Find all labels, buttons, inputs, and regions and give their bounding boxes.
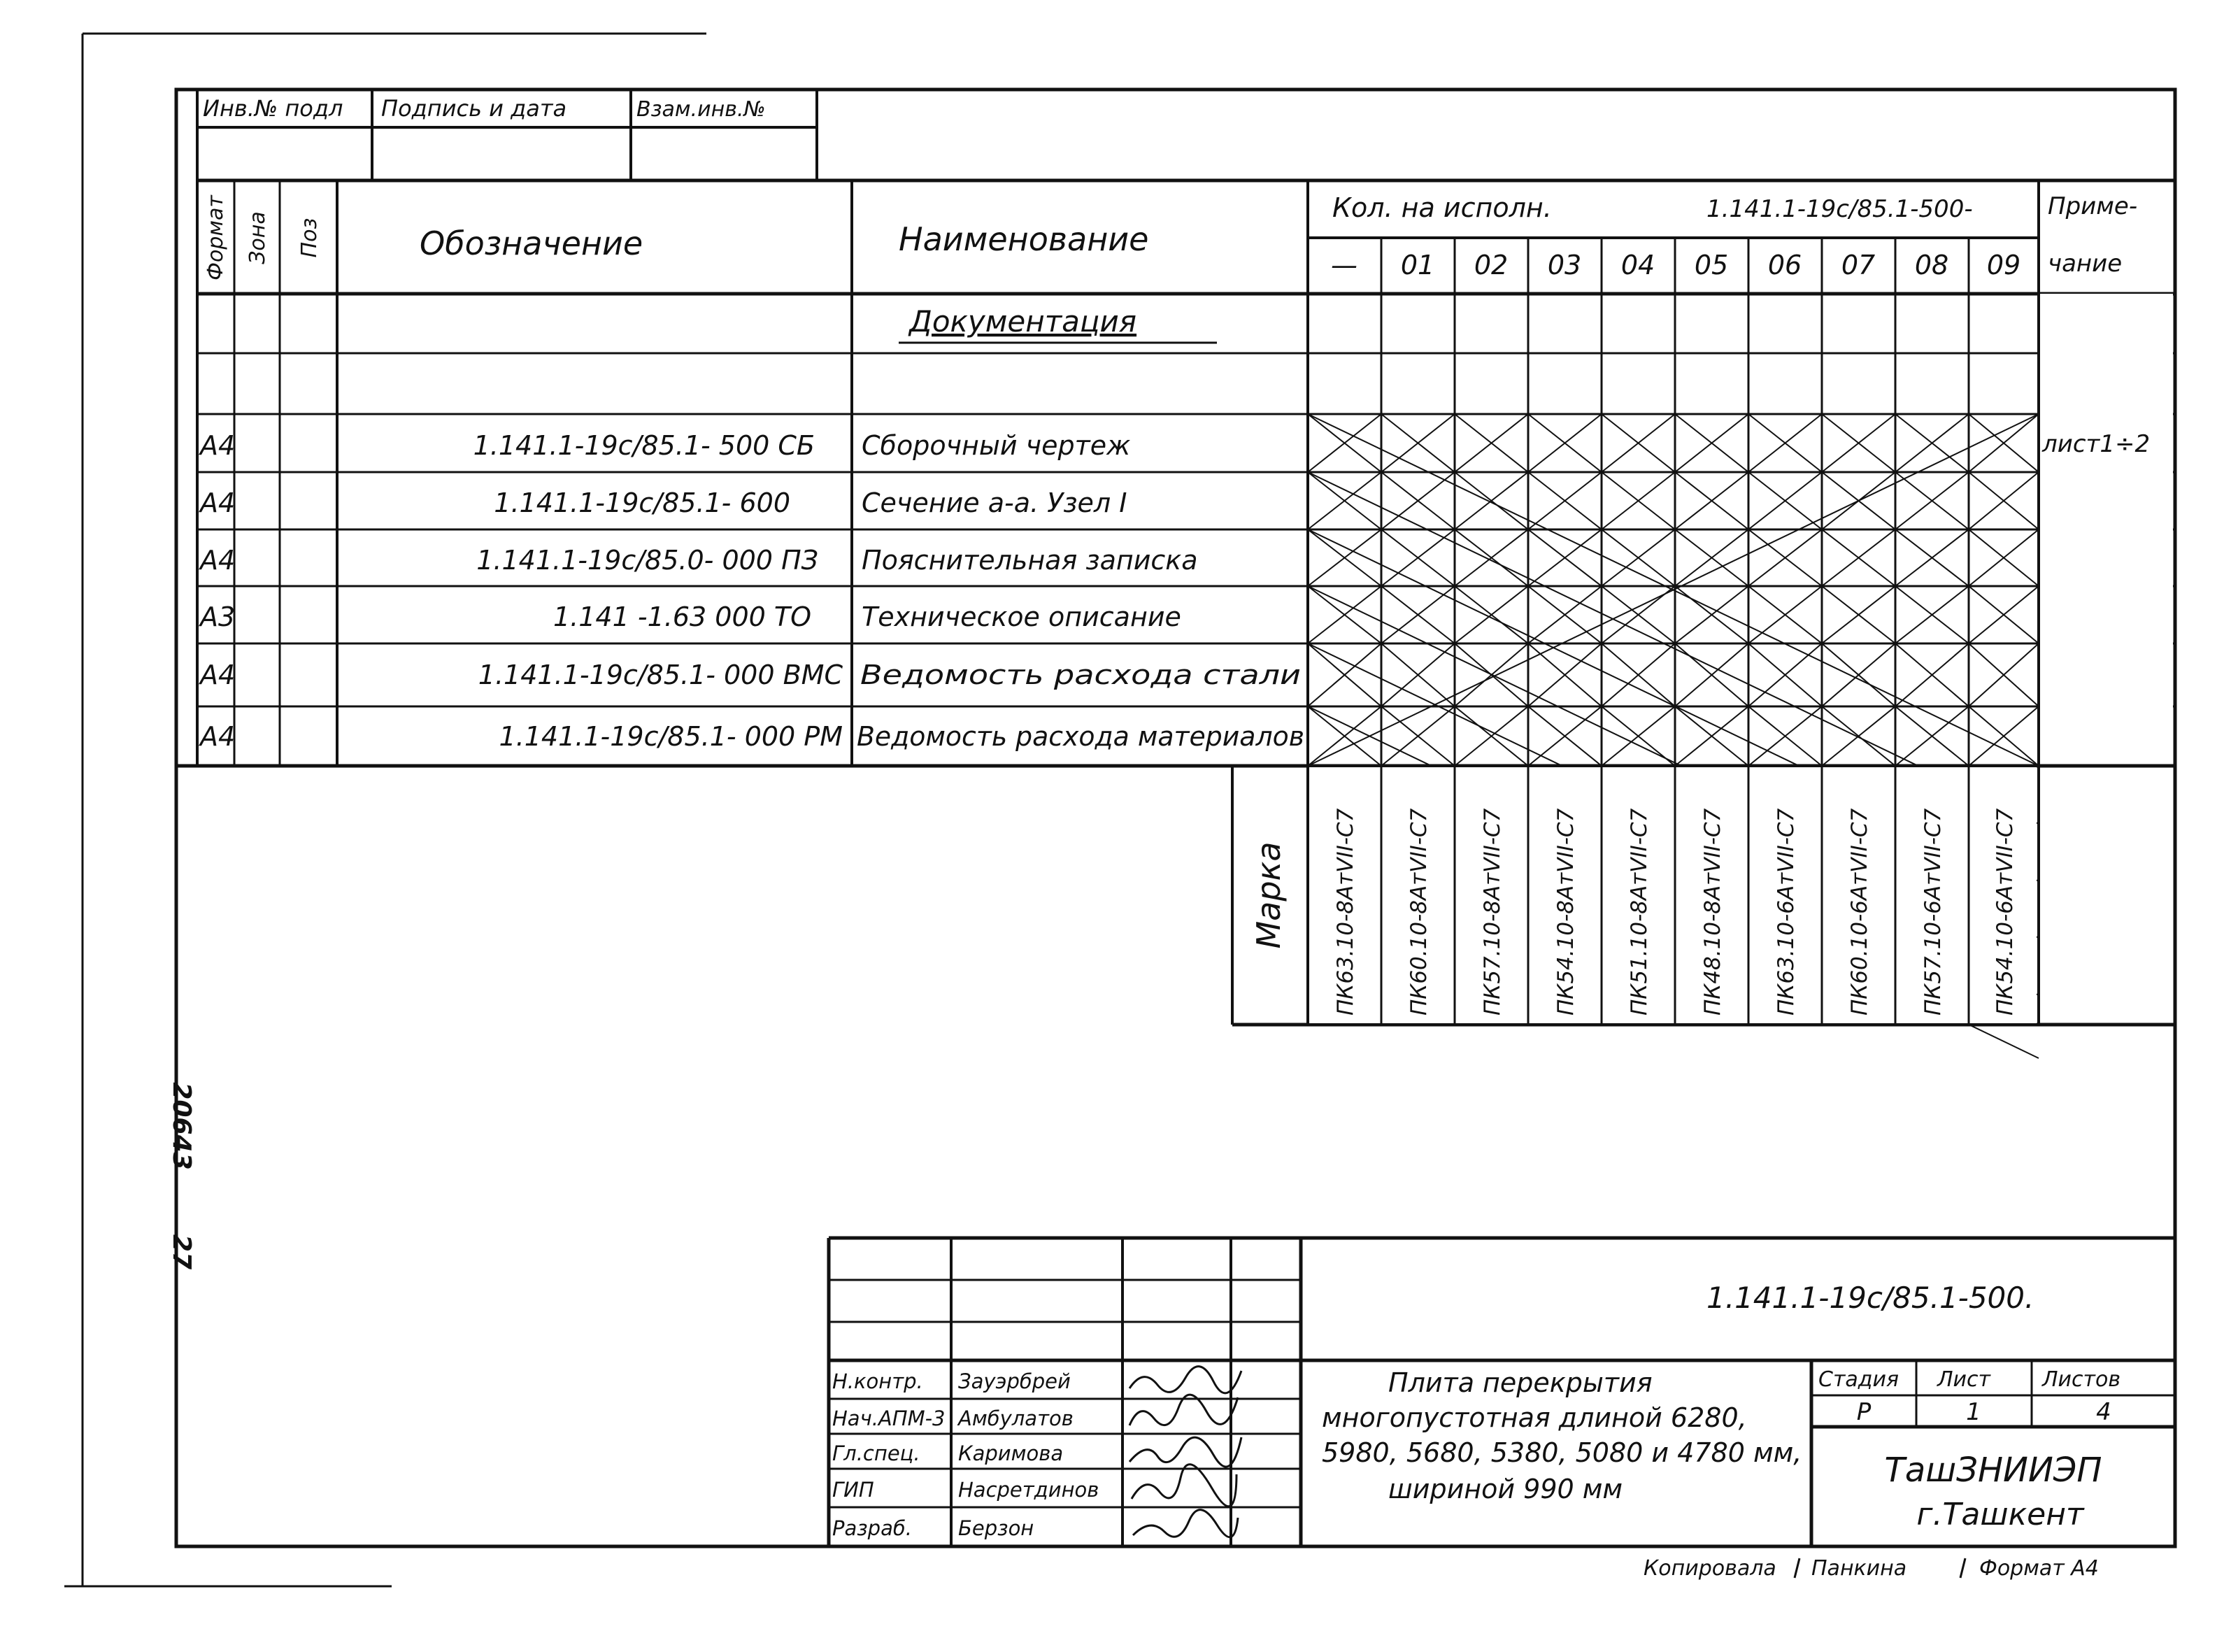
variant-header: — bbox=[1331, 250, 1357, 280]
section-title: Документация bbox=[909, 304, 1137, 339]
spec-header-qty-doc: 1.141.1-19с/85.1-500- bbox=[1706, 195, 1973, 223]
row-designation: 1.141.1-19с/85.1- 000 РМ bbox=[499, 721, 843, 752]
row-designation: 1.141.1-19с/85.1- 500 СБ bbox=[473, 430, 815, 461]
marka-value: ПК60.10-8АтVII-С7 bbox=[1406, 808, 1432, 1016]
sheets-value: 4 bbox=[2096, 1398, 2111, 1426]
role-name: Амбулатов bbox=[958, 1407, 1074, 1430]
marka-value: ПК63.10-6АтVII-С7 bbox=[1774, 808, 1799, 1016]
spec-header-zone: Зона bbox=[245, 211, 270, 264]
role-label: Н.контр. bbox=[832, 1369, 923, 1393]
product-name-line: 5980, 5680, 5380, 5080 и 4780 мм, bbox=[1322, 1437, 1802, 1468]
stage-label: Стадия bbox=[1818, 1367, 1899, 1392]
diagonal-mask-right bbox=[2040, 294, 2173, 1025]
sheets-label: Листов bbox=[2042, 1367, 2121, 1392]
row-designation: 1.141.1-19с/85.0- 000 ПЗ bbox=[476, 545, 818, 576]
row-format: А3 bbox=[200, 601, 236, 632]
row-note: лист1÷2 bbox=[2042, 430, 2151, 458]
marka-value: ПК54.10-6АтVII-С7 bbox=[1993, 808, 2018, 1016]
signature-scribble bbox=[1132, 1465, 1236, 1507]
variant-header: 07 bbox=[1841, 250, 1876, 280]
org-line-2: г.Ташкент bbox=[1916, 1497, 2084, 1532]
row-format: А4 bbox=[200, 487, 236, 518]
sheet-label: Лист bbox=[1937, 1367, 1991, 1392]
role-label: Гл.спец. bbox=[832, 1441, 920, 1465]
marka-value: ПК60.10-6АтVII-С7 bbox=[1847, 808, 1872, 1016]
variant-header: 04 bbox=[1620, 250, 1655, 280]
row-name: Сборочный чертеж bbox=[862, 430, 1131, 461]
product-name-line: шириной 990 мм bbox=[1388, 1474, 1623, 1504]
role-label: Разраб. bbox=[832, 1516, 912, 1540]
product-name-line: многопустотная длиной 6280, bbox=[1322, 1402, 1747, 1433]
row-name: Ведомость расхода материалов bbox=[857, 721, 1304, 752]
variant-header: 01 bbox=[1400, 250, 1435, 280]
signature-scribble bbox=[1129, 1437, 1241, 1467]
marka-value: ПК63.10-8АтVII-С7 bbox=[1333, 808, 1358, 1016]
side-stamp-number: 20643 bbox=[167, 1082, 196, 1170]
footer-copier: Панкина bbox=[1811, 1556, 1907, 1581]
variant-header: 06 bbox=[1767, 250, 1802, 280]
spec-header-pos: Поз bbox=[297, 218, 322, 258]
marka-value: ПК57.10-8АтVII-С7 bbox=[1480, 808, 1505, 1016]
product-name bbox=[1322, 1367, 1802, 1504]
side-stamp-sheet: 27 bbox=[167, 1234, 196, 1270]
signatures bbox=[1129, 1367, 1241, 1537]
spec-header-qty-label: Кол. на исполн. bbox=[1332, 192, 1552, 223]
inventory-signature-date-label: Подпись и дата bbox=[381, 95, 567, 122]
org-line-1: ТашЗНИИЭП bbox=[1884, 1451, 2102, 1490]
row-designation: 1.141 -1.63 000 ТО bbox=[553, 601, 811, 632]
row-format: А4 bbox=[200, 721, 236, 752]
footer-format: Формат А4 bbox=[1979, 1556, 2099, 1581]
role-name: Каримова bbox=[958, 1441, 1064, 1465]
row-format: А4 bbox=[200, 660, 236, 690]
row-name: Пояснительная записка bbox=[862, 545, 1198, 576]
spec-header-note-2: чание bbox=[2048, 250, 2123, 278]
row-name: Техническое описание bbox=[862, 601, 1181, 632]
row-format: А4 bbox=[200, 430, 236, 461]
inventory-replace-inv-label: Взам.инв.№ bbox=[636, 97, 766, 122]
inventory-inv-no-label: Инв.№ подл bbox=[203, 95, 343, 122]
variant-header: 02 bbox=[1474, 250, 1509, 280]
document-code: 1.141.1-19с/85.1-500. bbox=[1706, 1281, 2034, 1315]
sheet-value: 1 bbox=[1966, 1398, 1981, 1426]
approval-roles bbox=[832, 1369, 1099, 1540]
stage-value: Р bbox=[1856, 1398, 1872, 1426]
marka-value: ПК48.10-8АтVII-С7 bbox=[1700, 808, 1725, 1016]
role-name: Насретдинов bbox=[958, 1478, 1099, 1502]
spec-header-designation: Обозначение bbox=[420, 225, 643, 262]
spec-header-format: Формат bbox=[204, 195, 228, 280]
variant-header: 03 bbox=[1547, 250, 1582, 280]
marka-label: Марка bbox=[1250, 841, 1288, 949]
spec-header-note-1: Приме- bbox=[2048, 192, 2138, 220]
signature-scribble bbox=[1133, 1510, 1238, 1537]
product-name-line: Плита перекрытия bbox=[1388, 1367, 1653, 1398]
marka-value: ПК57.10-6АтVII-С7 bbox=[1920, 808, 1946, 1016]
footer-copied: Копировала bbox=[1644, 1556, 1776, 1581]
spec-header-name: Наименование bbox=[899, 220, 1149, 258]
row-name: Сечение а-а. Узел I bbox=[862, 487, 1127, 518]
doc-rows bbox=[198, 430, 2150, 752]
role-label: Нач.АПМ-3 bbox=[832, 1407, 946, 1430]
signature-scribble bbox=[1129, 1367, 1241, 1393]
role-name: Берзон bbox=[958, 1516, 1034, 1540]
role-label: ГИП bbox=[832, 1478, 874, 1502]
variant-header: 08 bbox=[1914, 250, 1949, 280]
variant-header: 05 bbox=[1694, 250, 1729, 280]
row-designation: 1.141.1-19с/85.1- 000 ВМС bbox=[478, 660, 843, 690]
variant-header: 09 bbox=[1986, 250, 2021, 280]
marka-value: ПК54.10-8АтVII-С7 bbox=[1553, 808, 1578, 1016]
marka-value: ПК51.10-8АтVII-С7 bbox=[1627, 808, 1652, 1016]
row-name: Ведомость расхода стали bbox=[860, 660, 1301, 690]
role-name: Зауэрбрей bbox=[958, 1369, 1071, 1393]
row-format: А4 bbox=[200, 545, 236, 576]
row-designation: 1.141.1-19с/85.1- 600 bbox=[494, 487, 790, 518]
